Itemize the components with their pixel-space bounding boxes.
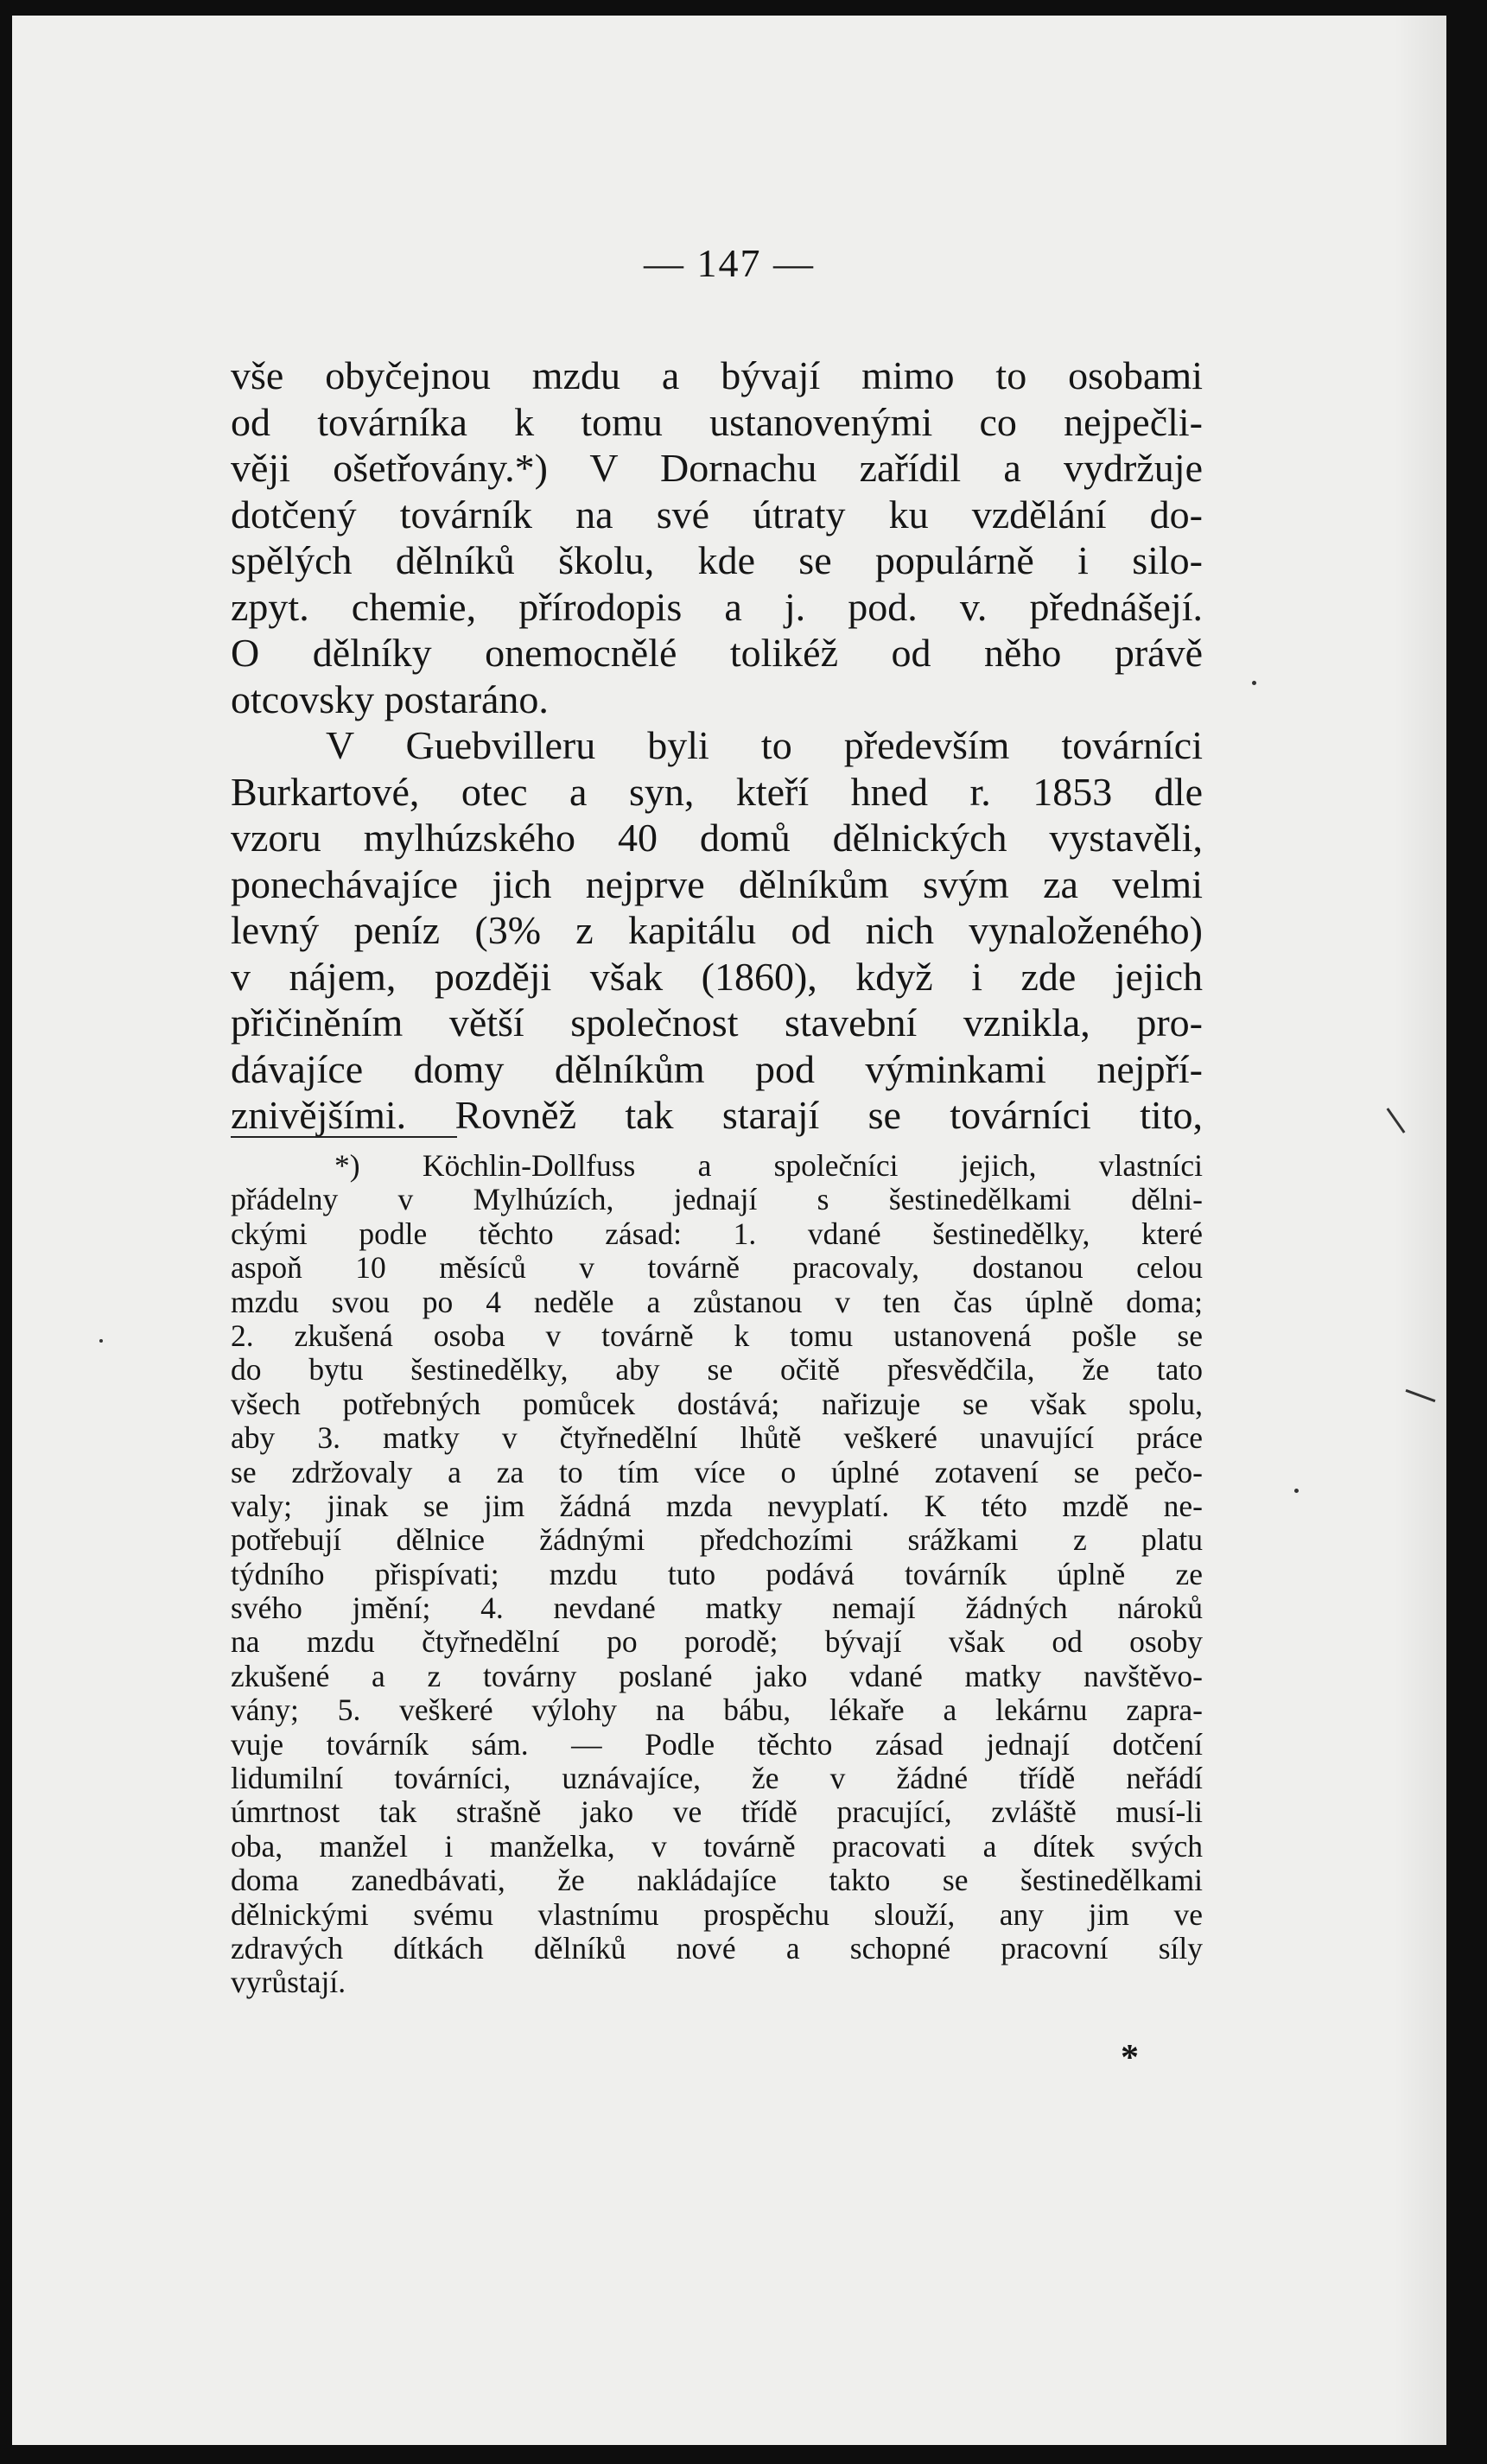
text-line: znivějšími. Rovněž tak starají se továrníci tito, — [231, 1093, 1203, 1137]
footnote — [231, 1149, 1203, 2000]
footnote-line: dělnickými svému vlastnímu prospěchu slouží, any jim ve — [231, 1896, 1203, 1932]
footnote-line: lidumilní továrníci, uznávajíce, že v žádné třídě neřádí — [231, 1761, 1203, 1796]
footnote-line: aspoň 10 měsíců v továrně pracovaly, dostanou celou — [231, 1250, 1203, 1286]
footnote-line: zkušené a z továrny poslané jako vdané matky navštěvo- — [231, 1658, 1203, 1693]
footnote-divider — [231, 1136, 457, 1138]
footnote-line: *) Köchlin-Dollfuss a společníci jejich, vlastníci — [334, 1148, 1203, 1183]
footnote-line: všech potřebných pomůcek dostává; nařizuje se však spolu, — [231, 1386, 1203, 1421]
footnote-line: na mzdu čtyřnedělní po porodě; bývají však od osoby — [231, 1624, 1203, 1660]
text-line: Burkartové, otec a syn, kteří hned r. 1853 dle — [231, 769, 1203, 814]
text-line: od továrníka k tomu ustanovenými co nejpečli- — [231, 399, 1203, 444]
print-speck — [1406, 1389, 1436, 1402]
print-speck — [1294, 1489, 1299, 1493]
text-line: spělých dělníků školu, kde se populárně i silo- — [231, 538, 1203, 582]
footnote-line: týdního přispívati; mzdu tuto podává továrník úplně ze — [231, 1556, 1203, 1591]
footnote-line: doma zanedbávati, že nakládajíce takto se šestinedělkami — [231, 1863, 1203, 1898]
footnote-line: zdravých dítkách dělníků nové a schopné pracovní síly — [231, 1930, 1203, 1965]
footnote-line: vuje továrník sám. — Podle těchto zásad jednají dotčení — [231, 1726, 1203, 1762]
footnote-line: oba, manžel i manželka, v továrně pracovati a dítek svých — [231, 1828, 1203, 1864]
main-text — [231, 352, 1203, 1139]
text-line: otcovsky postaráno. — [231, 676, 549, 721]
text-line: věji ošetřovány.*) V Dornachu zařídil a vydržuje — [231, 446, 1203, 490]
footnote-line: se zdržovaly a za to tím více o úplné zotavení se pečo- — [231, 1454, 1203, 1489]
text-line: zpyt. chemie, přírodopis a j. pod. v. přednášejí. — [231, 584, 1203, 629]
text-line: vzoru mylhúzského 40 domů dělnických vystavěli, — [231, 816, 1203, 860]
text-line: v nájem, později však (1860), když i zde jejich — [231, 954, 1203, 999]
text-line: přičiněním větší společnost stavební vznikla, pro- — [231, 1000, 1203, 1045]
footnote-line: valy; jinak se jim žádná mzda nevyplatí. K této mzdě ne- — [231, 1488, 1203, 1523]
text-line: dotčený továrník na své útraty ku vzdělání do- — [231, 492, 1203, 537]
footnote-line: aby 3. matky v čtyřnedělní lhůtě veškeré unavující práce — [231, 1420, 1203, 1456]
print-speck — [1252, 681, 1256, 685]
book-page — [12, 16, 1446, 2445]
page-number: — 147 — — [644, 241, 815, 285]
footnote-line: potřebují dělnice žádnými předchozími srážkami z platu — [231, 1522, 1203, 1558]
end-mark: * — [1121, 2038, 1139, 2078]
footnote-line: úmrtnost tak strašně jako ve třídě pracující, zvláště musí-li — [231, 1794, 1203, 1830]
text-line: dávajíce domy dělníkům pod výminkami nejpří- — [231, 1046, 1203, 1091]
footnote-line: vyrůstají. — [231, 1965, 346, 2000]
print-speck — [99, 1339, 103, 1343]
text-line: ponechávajíce jich nejprve dělníkům svým za velmi — [231, 861, 1203, 906]
text-line: levný peníz (3% z kapitálu od nich vynaloženého) — [231, 908, 1203, 952]
text-line: V Guebvilleru byli to především továrníci — [326, 723, 1203, 767]
footnote-line: přádelny v Mylhúzích, jednají s šestinedělkami dělni- — [231, 1182, 1203, 1217]
text-line: O dělníky onemocnělé tolikéž od něho právě — [231, 631, 1203, 675]
footnote-line: ckými podle těchto zásad: 1. vdané šestinedělky, které — [231, 1216, 1203, 1251]
footnote-line: 2. zkušená osoba v továrně k tomu ustanovená pošle se — [231, 1318, 1203, 1353]
print-speck — [1387, 1108, 1406, 1134]
footnote-line: svého jmění; 4. nevdané matky nemají žádných nároků — [231, 1591, 1203, 1626]
footnote-line: vány; 5. veškeré výlohy na bábu, lékaře a lekárnu zapra- — [231, 1692, 1203, 1728]
text-line: vše obyčejnou mzdu a bývají mimo to osobami — [231, 353, 1203, 397]
footnote-line: mzdu svou po 4 neděle a zůstanou v ten čas úplně doma; — [231, 1284, 1203, 1319]
footnote-line: do bytu šestinedělky, aby se očitě přesvědčila, že tato — [231, 1352, 1203, 1388]
